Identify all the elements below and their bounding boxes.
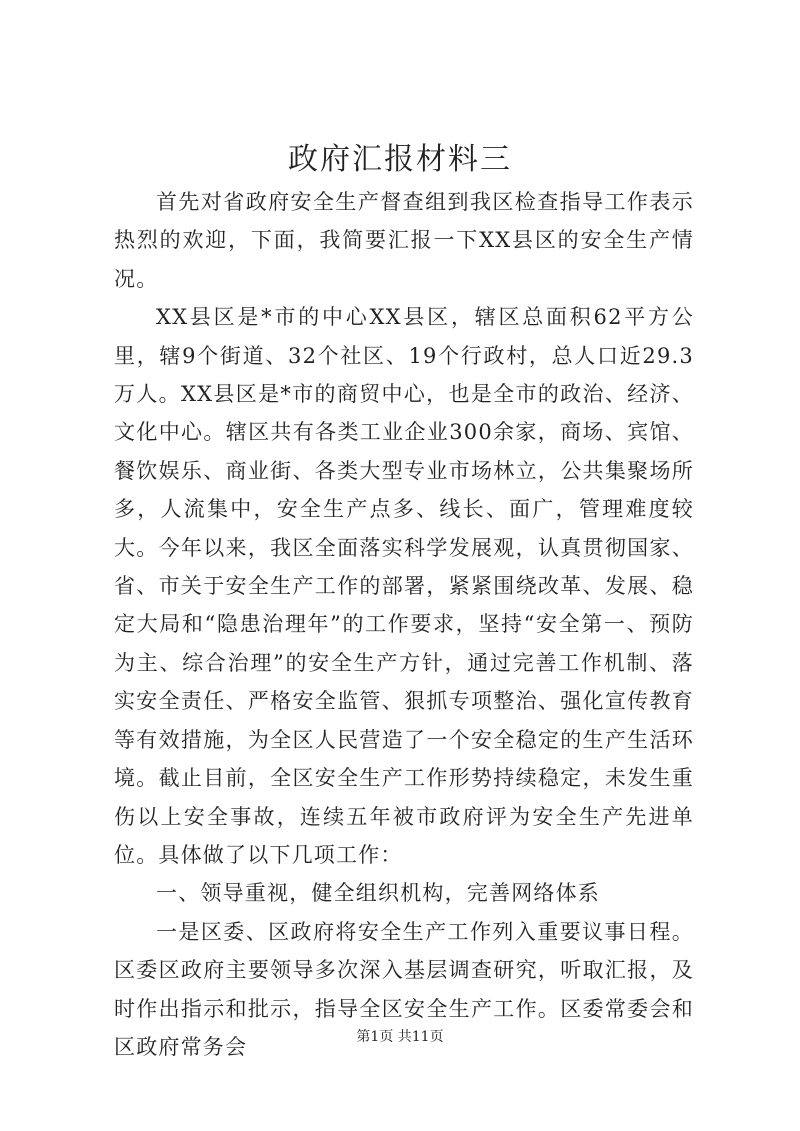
document-title: 政府汇报材料三 [288,142,512,177]
paragraph-intro: 首先对省政府安全生产督查组到我区检查指导工作表示热烈的欢迎，下面，我简要汇报一下XX县区的安全生产情况。 [114,190,694,291]
document-body [114,183,694,1066]
section-heading: 一、领导重视，健全组织机构，完善网络体系 [156,881,600,906]
paragraph-overview: XX县区是*市的中心XX县区，辖区总面积62平方公里，辖9个街道、32个社区、19个行政村，总人口近29.3万人。XX县区是*市的商贸中心，也是全市的政治、经济、文化中心。辖区共有各类工业企业300余家，商场、宾馆、餐饮娱乐、商业街、各类大型专业市场林立，公共集聚场所多，人流集中，安全生产点多、线长、面广，管理难度较大。今年以来，我区全面落实科学发展观，认真贯彻国家、省、市关于安全生产工作的部署，紧紧围绕改革、发展、稳定大局和“隐患治理年”的工作要求，坚持“安全第一、预防为主、综合治理”的安全生产方针，通过完善工作机制、落实安全责任、严格安全监管、狠抓专项整治、强化宣传教育等有效措施，为全区人民营造了一个安全稳定的生产生活环境。截止目前，全区安全生产工作形势持续稳定，未发生重伤以上安全事故，连续五年被市政府评为安全生产先进单位。具体做了以下几项工作： [114,305,694,867]
paragraph-point-one: 一是区委、区政府将安全生产工作列入重要议事日程。区委区政府主要领导多次深入基层调查研究，听取汇报，及时作出指示和批示，指导全区安全生产工作。区委常委会和区政府常务会 [114,919,694,1059]
page-footer: 第1页 共11页 [356,1029,444,1045]
